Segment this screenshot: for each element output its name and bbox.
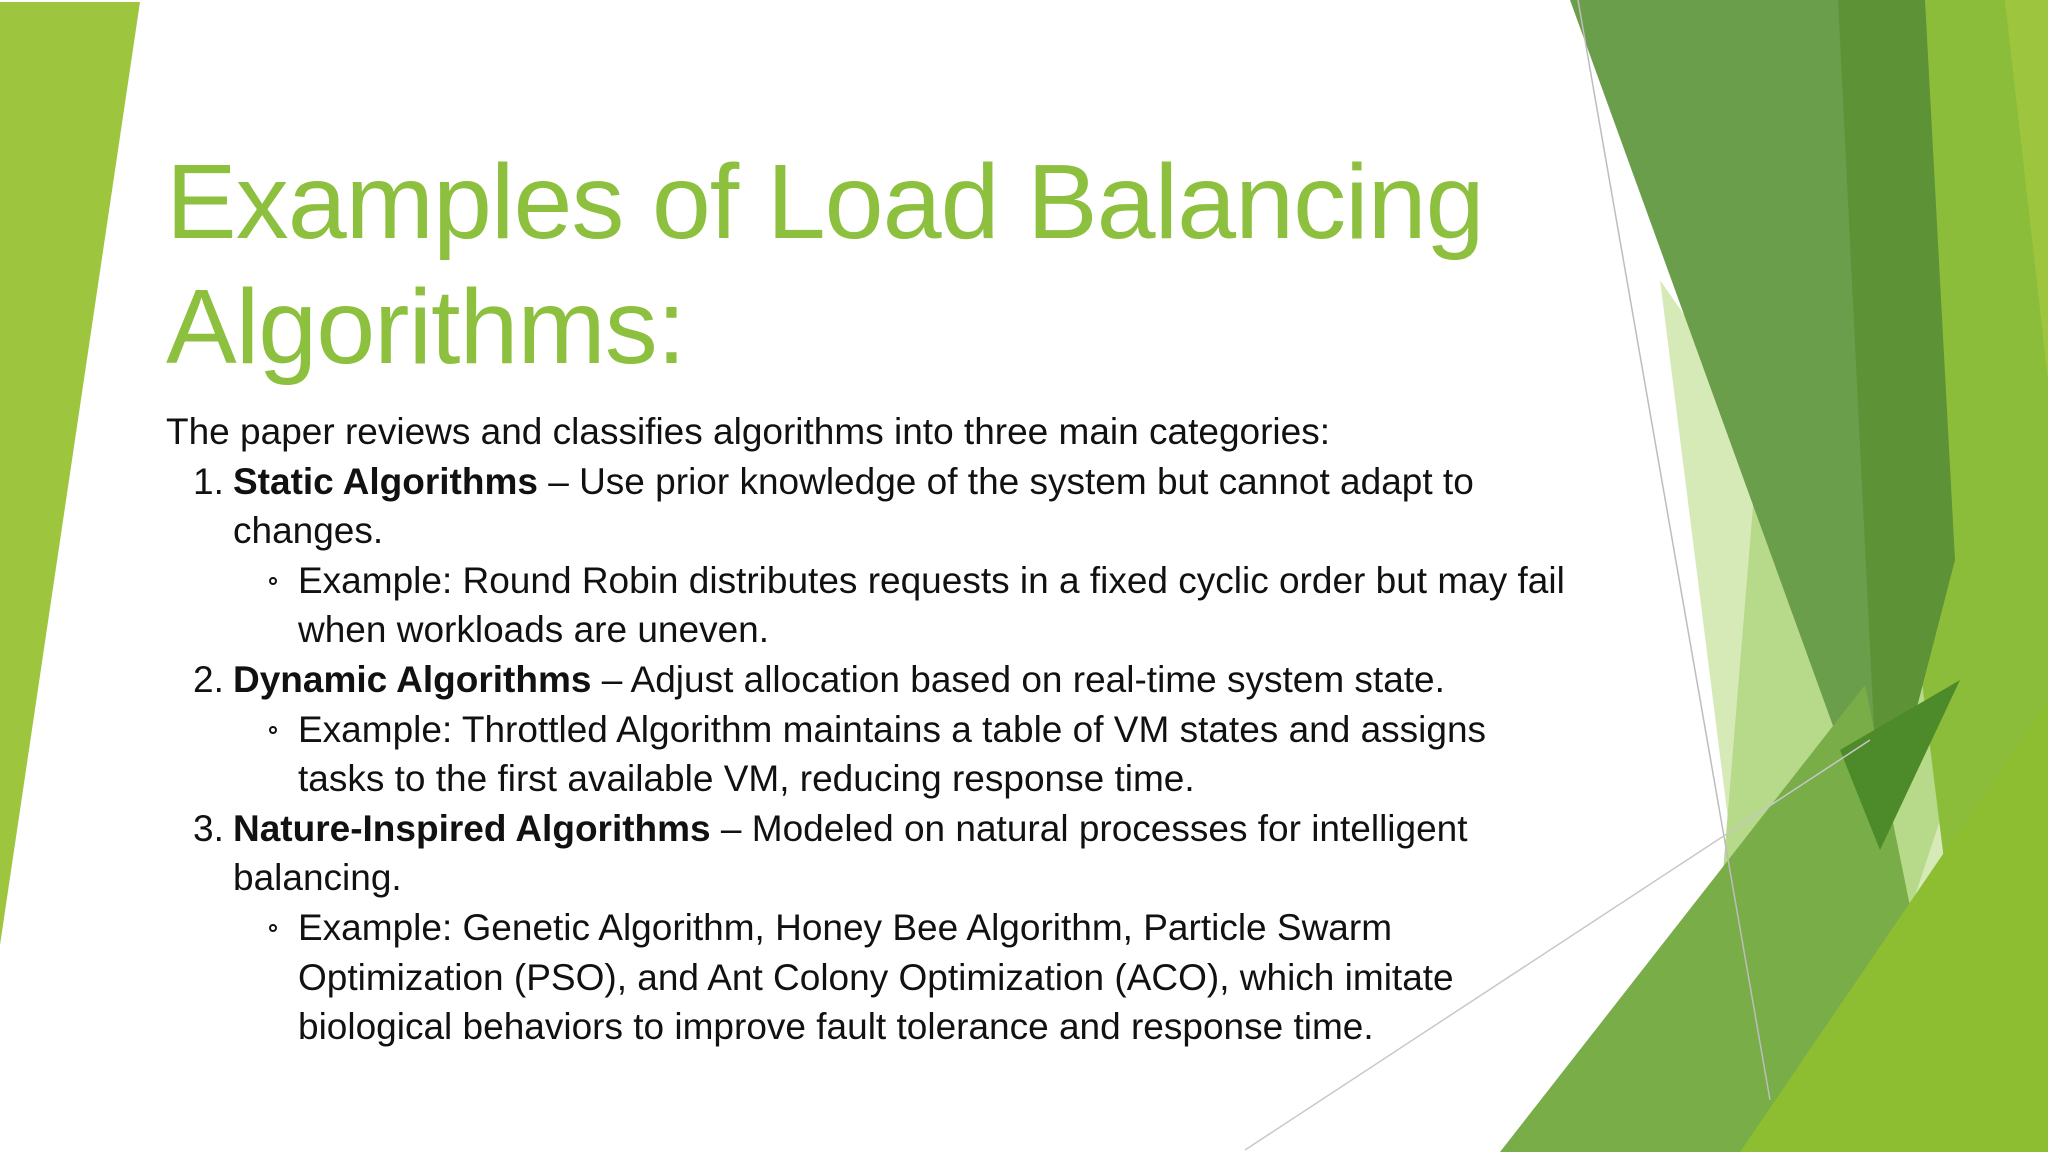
item-number: 2.	[193, 658, 224, 700]
left-green-wedge	[0, 2, 140, 945]
item-term: Dynamic Algorithms	[233, 658, 592, 700]
list-item	[166, 804, 1566, 903]
list-item	[166, 655, 1566, 705]
item-description: – Modeled on natural processes for intelligent balancing.	[233, 807, 1468, 899]
list-item	[166, 457, 1566, 556]
item-number: 1.	[193, 460, 224, 502]
example-text: Example: Throttled Algorithm maintains a table of VM states and assigns tasks to the first available VM, reducing response time.	[298, 708, 1487, 800]
example-text: Example: Genetic Algorithm, Honey Bee Algorithm, Particle Swarm Optimization (PSO), and Ant Colony Optimization (ACO), which imitate biological behaviors to improve fault tolerance and response time.	[298, 906, 1454, 1048]
sub-bullet	[166, 705, 1566, 804]
item-term: Static Algorithms	[233, 460, 538, 502]
item-description: – Use prior knowledge of the system but cannot adapt to changes.	[233, 460, 1474, 552]
intro-text: The paper reviews and classifies algorithms into three main categories:	[166, 411, 1331, 452]
hollow-bullet-icon	[269, 726, 277, 734]
slide-title: Examples of Load Balancing Algorithms:	[166, 143, 1484, 386]
sub-bullet	[166, 903, 1566, 1052]
item-description: – Adjust allocation based on real-time system state.	[591, 658, 1445, 700]
slide-body	[166, 407, 1566, 1052]
item-term: Nature-Inspired Algorithms	[233, 807, 711, 849]
example-text: Example: Round Robin distributes requests in a fixed cyclic order but may fail when workloads are uneven.	[298, 559, 1565, 651]
hollow-bullet-icon	[269, 924, 277, 932]
item-number: 3.	[193, 807, 224, 849]
sub-bullet	[166, 556, 1566, 655]
hollow-bullet-icon	[269, 577, 277, 585]
